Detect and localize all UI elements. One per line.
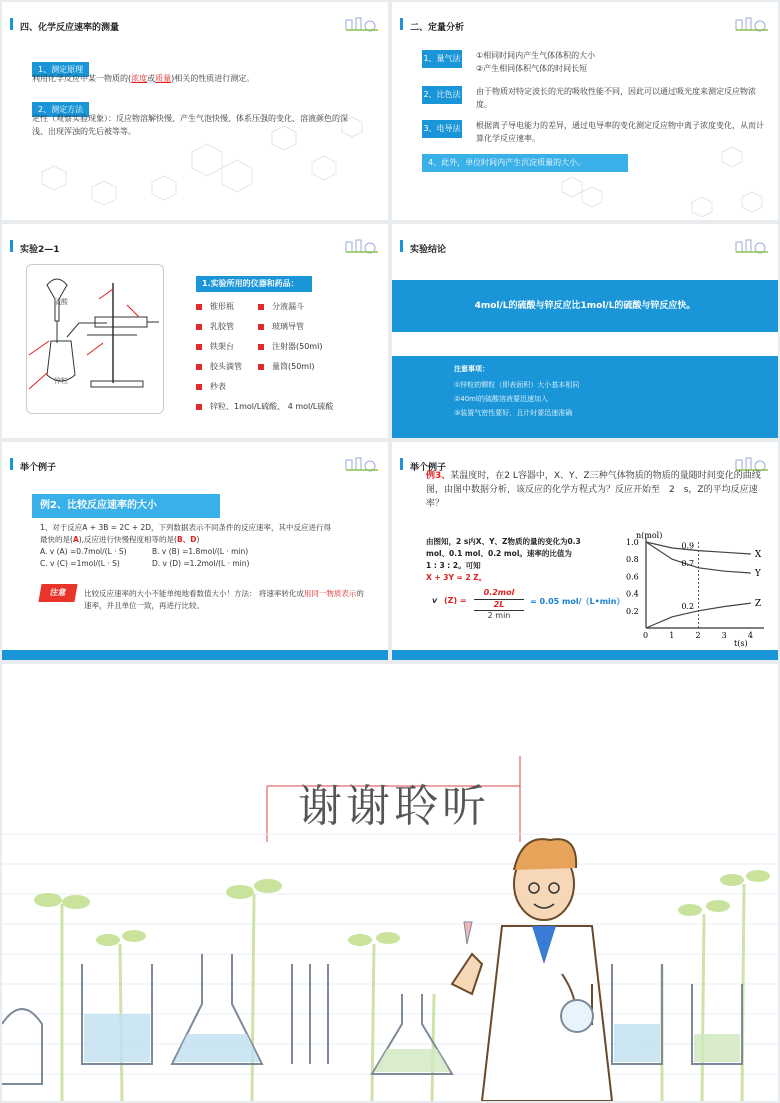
series-label-x: X	[754, 550, 762, 561]
conductance-method-text: 根据离子导电能力的差异，通过电导率的变化测定反应物中离子浓度变化，从而计算化学反应速率。	[476, 121, 764, 143]
notes-list	[454, 378, 579, 420]
method-text: 定性（观察实验现象）：反应物溶解快慢、产生气泡快慢、体系压强的变化、溶液颜色的深浅、出现浑浊的先后被等等。	[32, 114, 348, 136]
series-label-y: Y	[754, 568, 761, 579]
x-tick-label: 4	[747, 631, 753, 640]
x-tick-label: 3	[721, 631, 727, 640]
bottom-bar	[392, 650, 778, 660]
apparatus-frame	[26, 264, 164, 414]
list-item: ②40ml的硫酸溶液要迅速加入	[454, 395, 548, 403]
lab-logo-icon	[344, 454, 380, 472]
list-item: 量筒(50ml)	[258, 360, 368, 373]
lab-logo-icon	[734, 14, 770, 32]
x-tick-label: 0	[643, 631, 649, 640]
notes-panel	[392, 356, 778, 438]
list-item: 注射器(50ml)	[258, 340, 368, 353]
method-precipitate: 4、此外，单位时间内产生沉淀质量的大小。	[422, 154, 628, 172]
slide-measurement[interactable]	[2, 2, 388, 220]
method-conductance: 3、电导法	[422, 120, 462, 138]
thanks-title: 谢谢聆听	[298, 781, 490, 832]
bottom-bar	[2, 650, 388, 660]
slide-title: 实验2—1	[20, 245, 60, 255]
slide-thanks[interactable]	[2, 664, 778, 1101]
list-item: 锥形瓶	[196, 300, 276, 313]
slide-example-3[interactable]	[392, 442, 778, 660]
solution-text: 由图知，2 s内X、Y、Z物质的量的变化为0.3 mol、0.1 mol、0.2 mol。速率的比值为 1 : 3 : 2。可知 X + 3Y = 2 Z。	[426, 537, 581, 582]
gas-method-text: ①相同时间内产生气体体积的大小 ②产生相同体积气体的时间长短	[476, 51, 596, 73]
label-sulfuric: 硫酸	[54, 298, 68, 306]
slide-example-2[interactable]	[2, 442, 388, 660]
value-annotation: 0.7	[681, 558, 695, 568]
question-text: 1、对于反应A + 3B = 2C + 2D，下列数据表示不同条件的反应速率，其中反应进行得 最快的是(A),反应进行快慢程度相等的是(B、D) A. v (A) =0.7mol/(L · S) B. v (B) =1.8mol/(L · min) C. v (C) =1mol/(L · S) D. v (D) =1.2mol/(L · min)	[40, 523, 332, 568]
color-method-text: 由于物质对特定波长的光的吸收性能不同，因此可以通过吸光度来测定反应物浓度。	[476, 87, 756, 109]
lab-logo-icon	[344, 14, 380, 32]
slide-title: 实验结论	[410, 245, 447, 255]
apparatus-diagram	[27, 265, 163, 413]
y-axis-label: n(mol)	[636, 531, 663, 540]
method-color: 2、比色法	[422, 86, 462, 104]
conclusion-banner: 4mol/L的硫酸与锌反应比1mol/L的硫酸与锌反应快。	[392, 280, 778, 332]
note-tag: 注意	[38, 584, 77, 602]
example-banner: 例2、比较反应速率的大小	[32, 494, 220, 518]
slide-conclusion[interactable]	[392, 224, 778, 438]
method-gas: 1、量气法	[422, 50, 462, 68]
answer-fastest: A	[72, 535, 79, 544]
list-item: 分液漏斗	[258, 300, 358, 313]
value-annotation: 0.9	[681, 541, 695, 551]
y-tick-label: 0.6	[626, 572, 639, 582]
list-item: 玻璃导管	[258, 320, 358, 333]
x-axis-label: t(s)	[734, 639, 748, 648]
mole-time-chart	[624, 528, 774, 650]
x-tick-label: 1	[669, 631, 675, 640]
notes-title: 注意事项：	[454, 365, 489, 373]
blank-mass: 质量	[155, 74, 172, 83]
list-item: 秒表	[196, 380, 276, 393]
blank-concentration: 浓度	[131, 74, 148, 83]
tag-method: 2、测定方法	[32, 97, 89, 117]
list-item: 胶头滴管	[196, 360, 276, 373]
scientist-figure	[452, 839, 612, 1101]
y-tick-label: 0.4	[626, 589, 639, 599]
thanks-decoration	[2, 664, 778, 1101]
value-annotation: 0.2	[681, 601, 695, 611]
list-title: 1.实验所用的仪器和药品：	[196, 276, 312, 292]
principle-text: 利用化学反应中某一物质的(浓度或质量)相关的性质进行测定。	[32, 74, 255, 83]
slide-title: 四、化学反应速率的测量	[20, 23, 120, 33]
lab-logo-icon	[344, 236, 380, 254]
slide-quantitative[interactable]	[392, 2, 778, 220]
tag-principle: 1、测定原理	[32, 57, 89, 77]
slide-title: 举个例子	[410, 463, 447, 473]
lab-logo-icon	[734, 236, 770, 254]
y-tick-label: 0.2	[626, 606, 639, 616]
slide-title: 举个例子	[20, 463, 57, 473]
slide-title: 二、定量分析	[410, 23, 465, 33]
list-item: 铁架台	[196, 340, 276, 353]
list-item: ①锌粒的颗粒（即表面积）大小基本相同	[454, 381, 580, 389]
y-tick-label: 0.8	[626, 555, 639, 565]
y-tick-label: 1.0	[626, 538, 639, 547]
label-zinc: 锌粒	[54, 377, 68, 385]
answer-equal: B、D	[177, 535, 197, 544]
list-item: 乳胶管	[196, 320, 276, 333]
molecule-background	[392, 2, 778, 220]
slide-experiment[interactable]	[2, 224, 388, 438]
example3-question: 例3、某温度时，在2 L容器中，X、Y、Z三种气体物质的物质的量随时间变化的曲线图，由图中数据分析，该反应的化学方程式为？反应开始至 2 s，Z的平均反应速率？	[426, 471, 761, 509]
rate-formula: v (Z) = 0.2mol 2L 2 min = 0.05 mol/（L•min）	[432, 588, 625, 620]
series-label-z: Z	[754, 599, 762, 610]
x-tick-label: 2	[695, 631, 701, 640]
list-item: ③装置气密性要好，且计时要迅速准确	[454, 409, 573, 417]
note-text: 比较反应速率的大小不能单纯地看数值大小！方法： 将速率转化成用同一物质表示的速率，并且单位一致，再进行比较。	[84, 589, 364, 610]
list-item: 锌粒、1mol/L硫酸、 4 mol/L硫酸	[196, 400, 376, 413]
